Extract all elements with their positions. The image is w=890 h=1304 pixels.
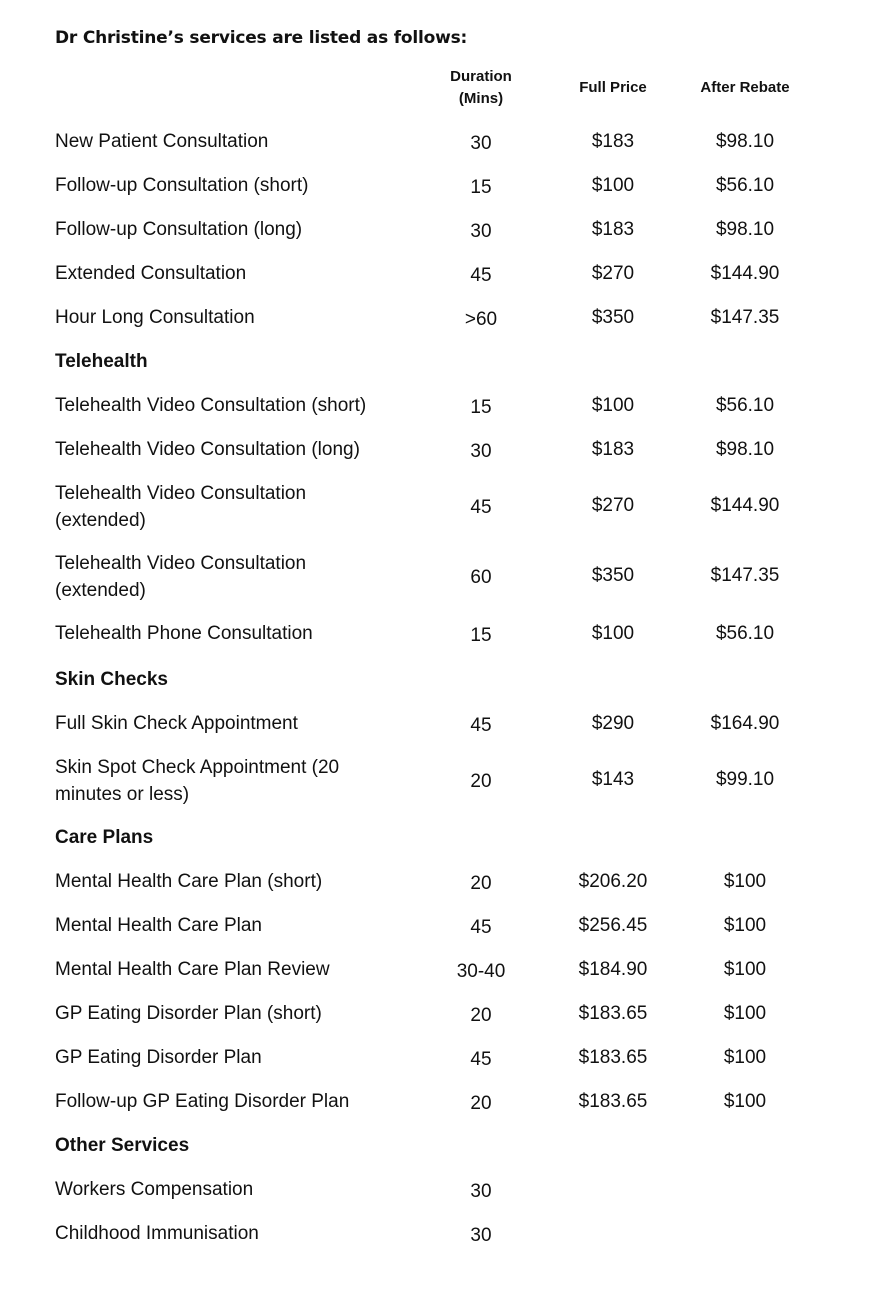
service-name: Telehealth Video Consultation (long) [55,439,360,460]
duration-cell: 45 [470,1049,492,1070]
full-price-cell: $183 [591,439,635,460]
full-price-cell: $184.90 [578,959,648,980]
service-name: Follow-up Consultation (short) [55,175,309,196]
full-price-cell: $183 [591,219,635,240]
duration-cell: 30 [470,221,492,242]
column-header-after-rebate: After Rebate [700,79,790,96]
duration-cell: 20 [470,1005,492,1026]
full-price-cell: $183.65 [578,1047,648,1068]
after-rebate-cell: $144.90 [710,495,780,516]
service-name: Full Skin Check Appointment [55,713,298,734]
duration-cell: 30 [470,1181,492,1202]
service-name: Telehealth Video Consultation (short) [55,395,367,416]
after-rebate-cell: $56.10 [715,175,775,196]
service-name: Workers Compensation [55,1179,254,1200]
full-price-cell: $270 [591,263,635,284]
after-rebate-cell: $100 [723,1091,767,1112]
section-title: Other Services [55,1135,190,1156]
section-title: Care Plans [55,827,154,848]
after-rebate-cell: $144.90 [710,263,780,284]
after-rebate-cell: $100 [723,915,767,936]
duration-cell: 20 [470,1093,492,1114]
full-price-cell: $183.65 [578,1091,648,1112]
full-price-cell: $100 [591,175,635,196]
after-rebate-cell: $147.35 [710,565,780,586]
column-header-duration-line2: (Mins) [458,90,504,107]
service-name: Extended Consultation [55,263,247,284]
duration-cell: 15 [470,177,492,198]
service-name: Childhood Immunisation [55,1223,259,1244]
duration-cell: 30-40 [456,961,506,982]
full-price-cell: $183 [591,131,635,152]
after-rebate-cell: $100 [723,871,767,892]
column-header-full-price: Full Price [579,79,647,96]
after-rebate-cell: $99.10 [715,769,775,790]
duration-cell: 45 [470,265,492,286]
full-price-cell: $206.20 [578,871,648,892]
after-rebate-cell: $100 [723,959,767,980]
service-name: Hour Long Consultation [55,307,255,328]
service-name: New Patient Consultation [55,131,269,152]
full-price-cell: $256.45 [578,915,648,936]
service-name: GP Eating Disorder Plan [55,1047,262,1068]
full-price-cell: $270 [591,495,635,516]
full-price-cell: $100 [591,623,635,644]
duration-cell: 30 [470,441,492,462]
full-price-cell: $100 [591,395,635,416]
full-price-cell: $290 [591,713,635,734]
full-price-cell: $143 [591,769,635,790]
duration-cell: 45 [470,715,492,736]
service-name: Follow-up GP Eating Disorder Plan [55,1091,350,1112]
section-title: Telehealth [55,351,148,372]
after-rebate-cell: $147.35 [710,307,780,328]
service-name: Mental Health Care Plan Review [55,959,330,980]
full-price-cell: $350 [591,565,635,586]
service-name: Mental Health Care Plan [55,915,262,936]
duration-cell: 30 [470,133,492,154]
duration-cell: 45 [470,917,492,938]
full-price-cell: $183.65 [578,1003,648,1024]
service-name: Telehealth Video Consultation (extended) [55,553,307,601]
after-rebate-cell: $100 [723,1047,767,1068]
after-rebate-cell: $164.90 [710,713,780,734]
after-rebate-cell: $98.10 [715,439,775,460]
service-name: Skin Spot Check Appointment (20 minutes or less) [55,757,340,805]
service-name: Telehealth Video Consultation (extended) [55,483,307,531]
duration-cell: 30 [470,1225,492,1246]
duration-cell: >60 [464,309,498,330]
service-name: GP Eating Disorder Plan (short) [55,1003,322,1024]
duration-cell: 20 [470,771,492,792]
after-rebate-cell: $56.10 [715,395,775,416]
column-header-duration-line1: Duration [450,68,512,85]
section-title: Skin Checks [55,669,168,690]
duration-cell: 60 [470,567,492,588]
after-rebate-cell: $98.10 [715,219,775,240]
page-title: Dr Christine’s services are listed as follows: [55,28,468,48]
duration-cell: 20 [470,873,492,894]
duration-cell: 45 [470,497,492,518]
service-name: Telehealth Phone Consultation [55,623,313,644]
service-name: Follow-up Consultation (long) [55,219,303,240]
after-rebate-cell: $100 [723,1003,767,1024]
duration-cell: 15 [470,397,492,418]
after-rebate-cell: $56.10 [715,623,775,644]
duration-cell: 15 [470,625,492,646]
service-name: Mental Health Care Plan (short) [55,871,323,892]
full-price-cell: $350 [591,307,635,328]
after-rebate-cell: $98.10 [715,131,775,152]
